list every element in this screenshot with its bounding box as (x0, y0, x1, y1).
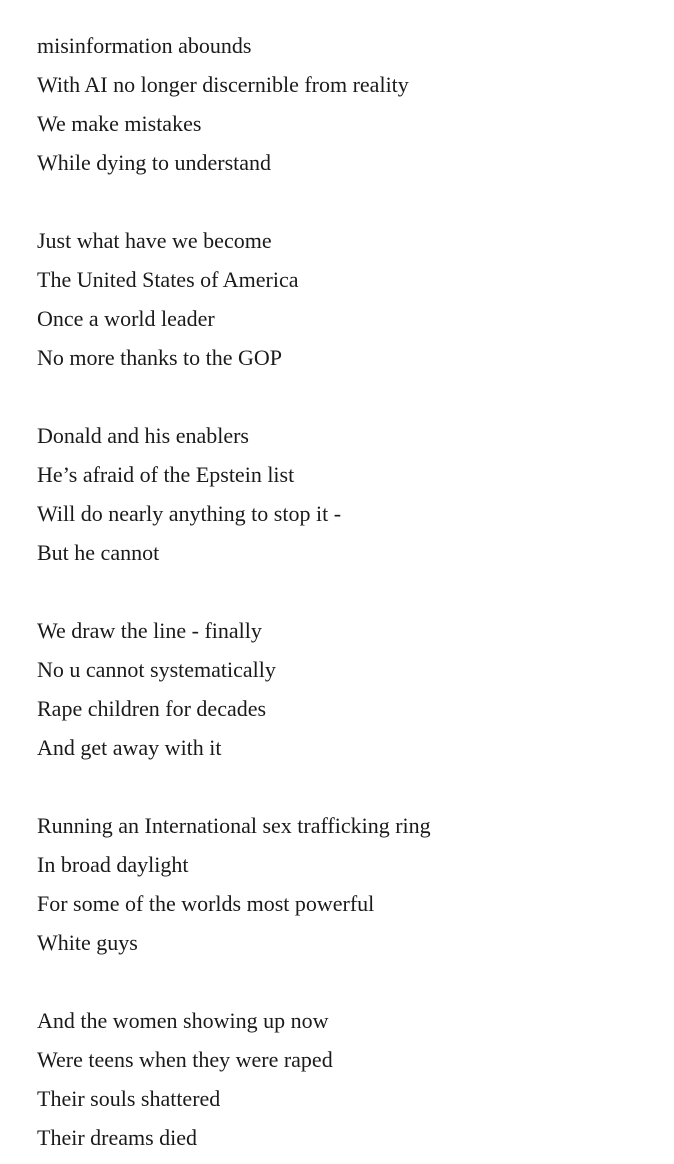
poem-line: He’s afraid of the Epstein list (37, 462, 295, 487)
poem-line: Donald and his enablers (37, 423, 249, 448)
poem-line: Just what have we become (37, 228, 272, 253)
stanza-6 (37, 1005, 657, 1161)
poem-line: We make mistakes (37, 111, 202, 136)
poem-line: Running an International sex trafficking ring (37, 813, 431, 838)
poem-line: And the women showing up now (37, 1008, 329, 1033)
poem-line: Their souls shattered (37, 1086, 221, 1111)
stanza-5 (37, 810, 657, 966)
poem-line: Were teens when they were raped (37, 1047, 333, 1072)
poem-line: The United States of America (37, 267, 299, 292)
poem-line: No u cannot systematically (37, 657, 276, 682)
poem-line: Their dreams died (37, 1125, 198, 1150)
poem-body (37, 30, 657, 1161)
poem-line: Once a world leader (37, 306, 215, 331)
poem-line: But he cannot (37, 540, 160, 565)
stanza-2 (37, 225, 657, 381)
poem-line: For some of the worlds most powerful (37, 891, 375, 916)
poem-line: While dying to understand (37, 150, 272, 175)
poem-line: Will do nearly anything to stop it - (37, 501, 342, 526)
poem-line: And get away with it (37, 735, 222, 760)
poem-line: We draw the line - finally (37, 618, 262, 643)
stanza-1 (37, 30, 657, 186)
stanza-3 (37, 420, 657, 576)
poem-line: With AI no longer discernible from reality (37, 72, 409, 97)
stanza-4 (37, 615, 657, 771)
poem-line: misinformation abounds (37, 33, 252, 58)
poem-line: In broad daylight (37, 852, 189, 877)
poem-line: White guys (37, 930, 138, 955)
poem-line: No more thanks to the GOP (37, 345, 283, 370)
poem-line: Rape children for decades (37, 696, 267, 721)
